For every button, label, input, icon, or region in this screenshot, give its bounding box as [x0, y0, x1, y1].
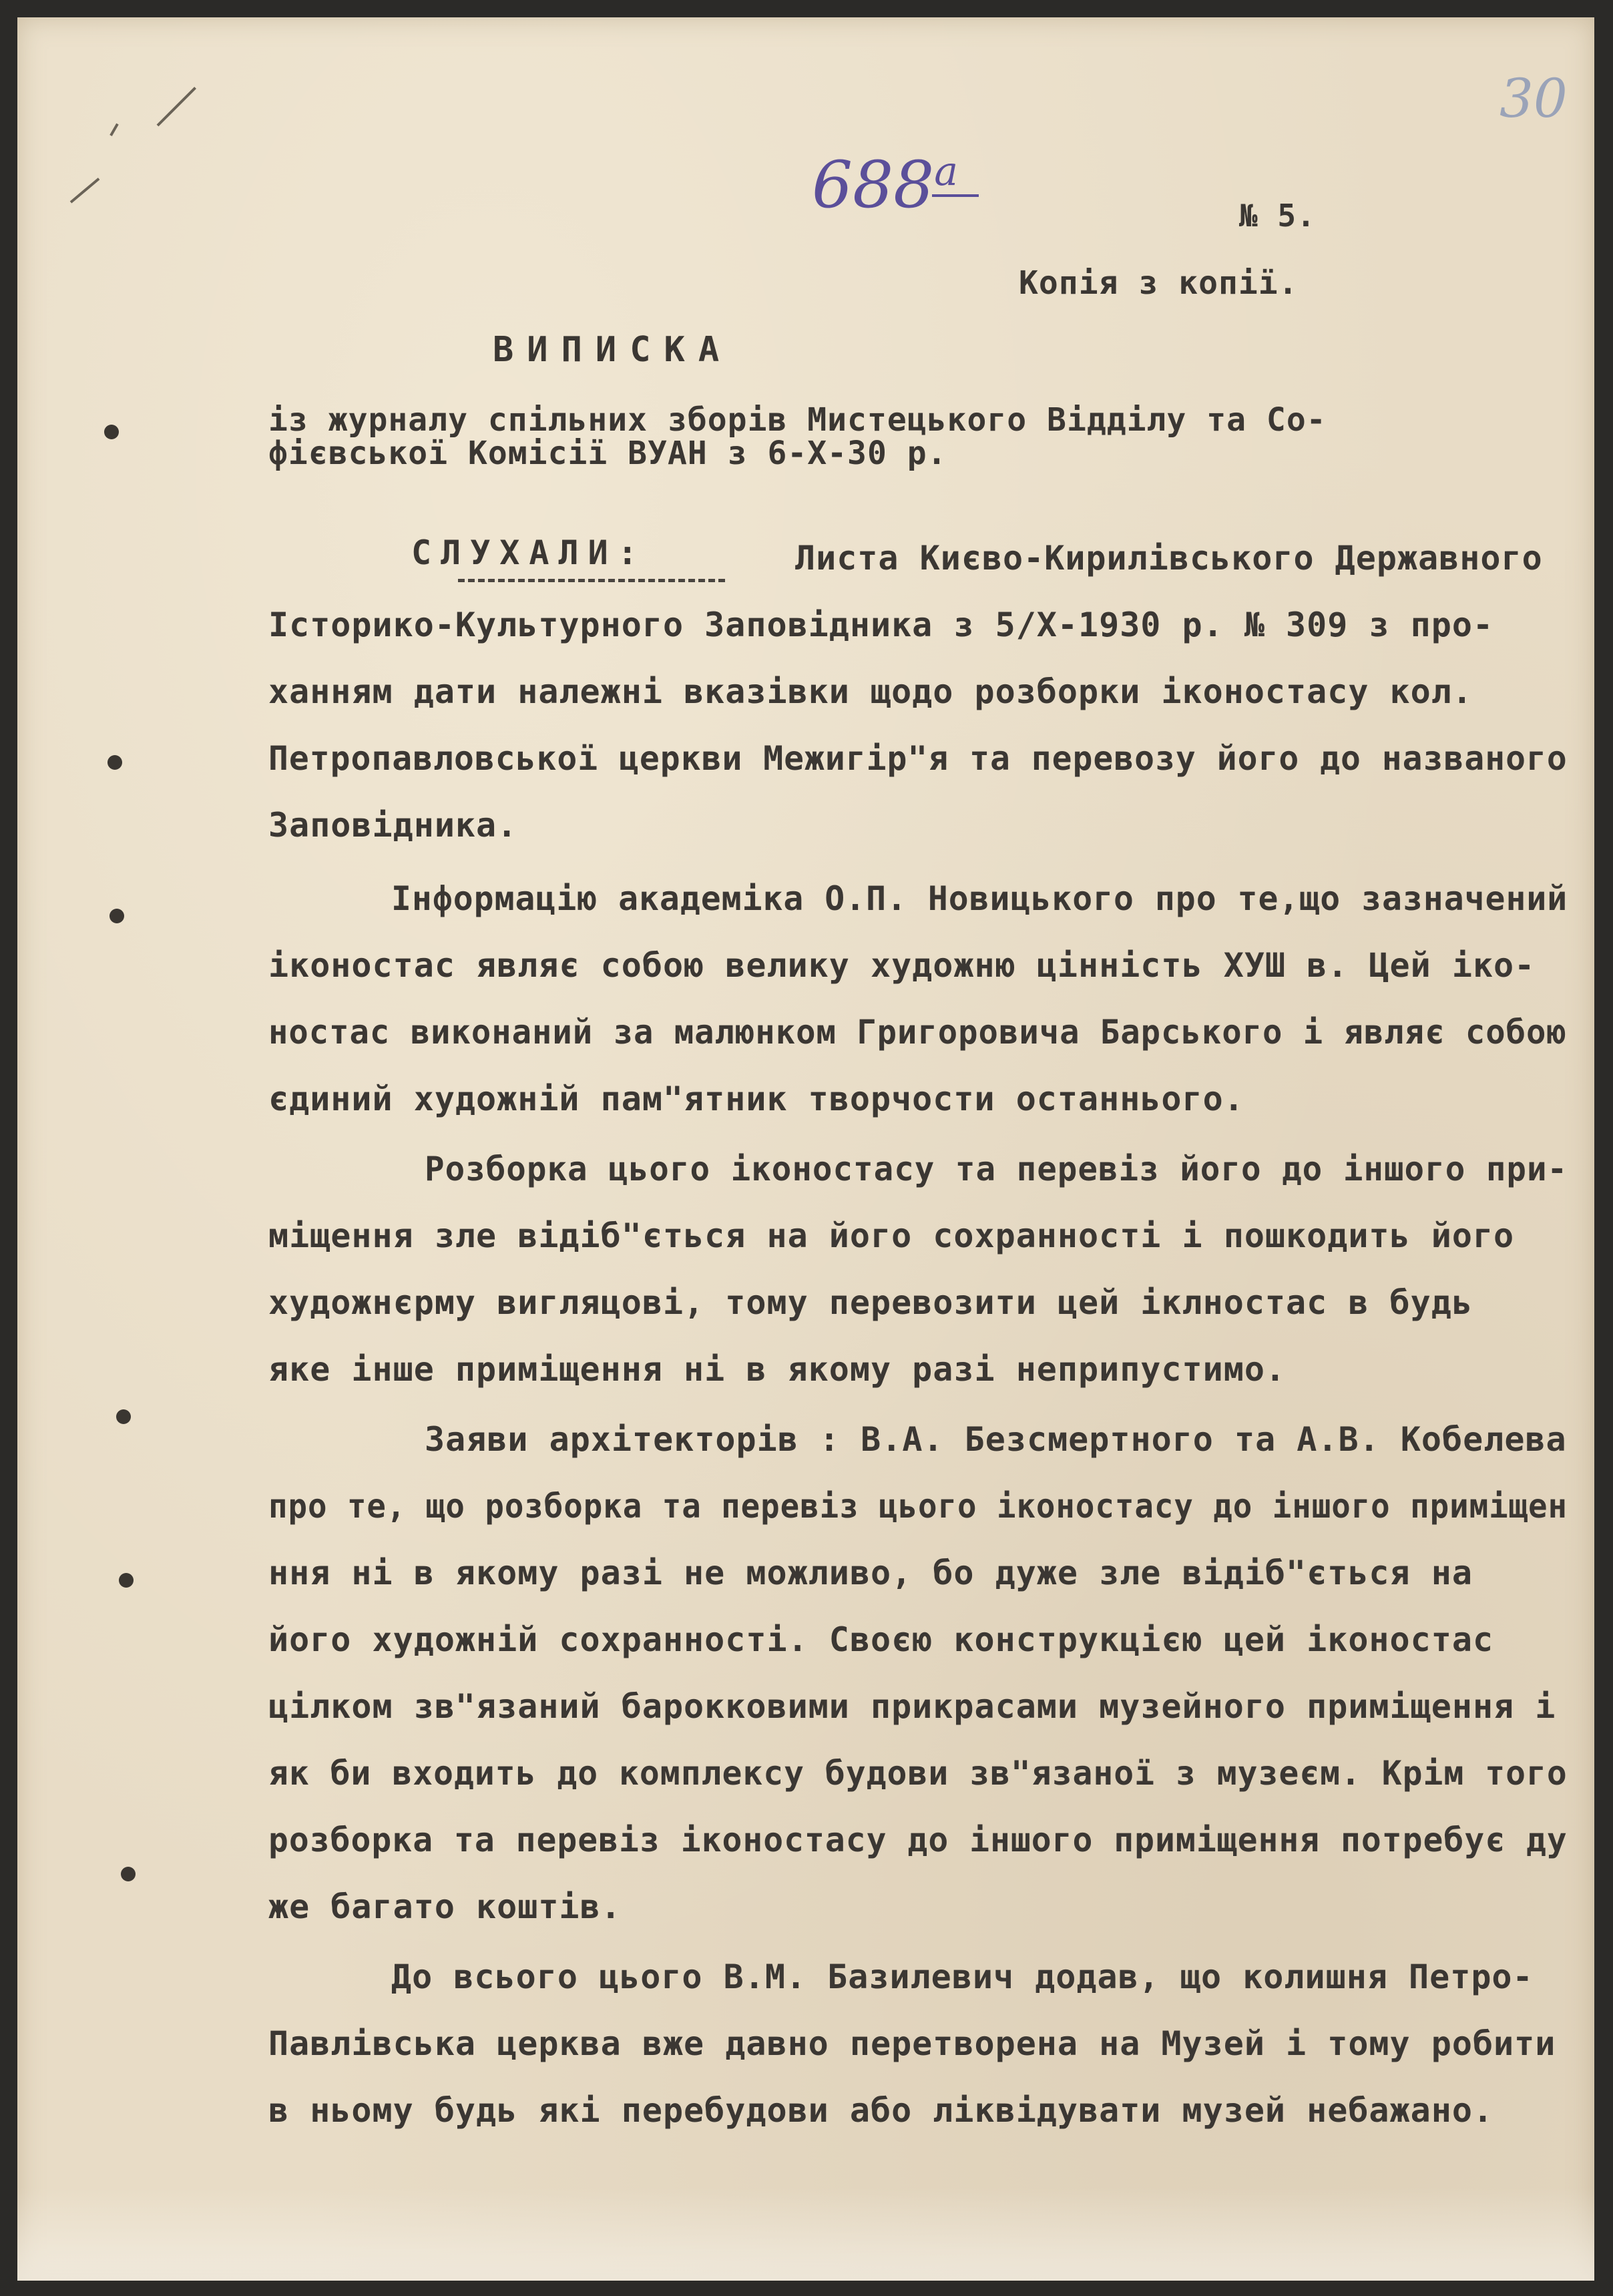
- text-line: Заяви архітекторів : В.А. Безсмертного та А.В. Кобелева: [425, 1420, 1567, 1459]
- text-line: ностас виконаний за малюнком Григоровича Барського і являє собою: [268, 1013, 1567, 1052]
- text-line: Інформацію академіка О.П. Новицького про те,що зазначений: [391, 879, 1568, 918]
- heard-label: СЛУХАЛИ:: [411, 533, 647, 572]
- binding-hole: [119, 1573, 134, 1588]
- text-line: цілком зв"язаний барокковими прикрасами музейного приміщення і: [268, 1687, 1556, 1726]
- binding-hole: [104, 425, 119, 439]
- text-line: Розборка цього іконостасу та перевіз його до іншого при-: [425, 1150, 1568, 1188]
- binding-hole: [116, 1409, 131, 1424]
- text-line: його художній сохранності. Своєю конструкцією цей іконостас: [268, 1620, 1494, 1659]
- sheet-number: 30: [1500, 67, 1568, 130]
- page-fold: [17, 2187, 1594, 2281]
- document-title: ВИПИСКА: [493, 330, 733, 370]
- pencil-mark: [157, 87, 196, 126]
- text-line: єдиний художній пам"ятник творчости останнього.: [268, 1080, 1244, 1118]
- text-line: До всього цього В.М. Базилевич додав, що колишня Петро-: [391, 1958, 1534, 1996]
- copy-note: Копія з копії.: [1019, 264, 1299, 302]
- archive-number-underline: [932, 194, 979, 197]
- text-line: Історико-Культурного Заповідника з 5/Х-1930 р. № 309 з про-: [268, 606, 1494, 644]
- subtitle-line: фієвської Комісії ВУАН з 6-Х-30 р.: [268, 435, 947, 472]
- text-line: же багато коштів.: [268, 1887, 622, 1926]
- subtitle-line: із журналу спільних зборів Мистецького Відділу та Со-: [268, 401, 1327, 439]
- text-line: про те, що розборка та перевіз цього іконостасу до іншого приміщен: [268, 1487, 1568, 1526]
- text-line: ння ні в якому разі не можливо, бо дуже зле відіб"ється на: [268, 1554, 1473, 1592]
- text-line: Павлівська церква вже давно перетворена на Музей і тому робити: [268, 2024, 1556, 2063]
- document-number: № 5.: [1239, 198, 1316, 234]
- pencil-mark: [109, 124, 118, 136]
- archive-number-suffix: a: [934, 148, 959, 195]
- pencil-mark: [70, 178, 100, 203]
- text-line: розборка та перевіз іконостасу до іншого приміщення потребує ду: [268, 1821, 1568, 1859]
- text-line: Листа Києво-Кирилівського Державного: [795, 539, 1543, 578]
- archive-number: [812, 148, 958, 222]
- text-line: ханням дати належні вказівки щодо розборки іконостасу кол.: [268, 672, 1473, 711]
- binding-hole: [121, 1867, 136, 1881]
- text-line: художнєрму вигляцові, тому перевозити цей іклностас в будь: [268, 1283, 1473, 1322]
- text-line: Петропавловської церкви Межигір"я та перевозу його до названого: [268, 739, 1568, 778]
- archive-number-value: 688: [812, 148, 935, 222]
- text-line: як би входить до комплексу будови зв"язаної з музеєм. Крім того: [268, 1754, 1568, 1793]
- text-line: Заповідника.: [268, 806, 518, 845]
- binding-hole: [109, 909, 124, 923]
- heard-underline: [458, 579, 725, 582]
- text-line: яке інше приміщення ні в якому разі неприпустимо.: [268, 1350, 1287, 1389]
- text-line: міщення зле відіб"ється на його сохранності і пошкодить його: [268, 1216, 1515, 1255]
- text-line: іконостас являє собою велику художню цінність ХУШ в. Цей іко-: [268, 946, 1536, 985]
- text-line: в ньому будь які перебудови або ліквідувати музей небажано.: [268, 2091, 1494, 2130]
- document-page: [17, 17, 1594, 2281]
- binding-hole: [107, 755, 122, 770]
